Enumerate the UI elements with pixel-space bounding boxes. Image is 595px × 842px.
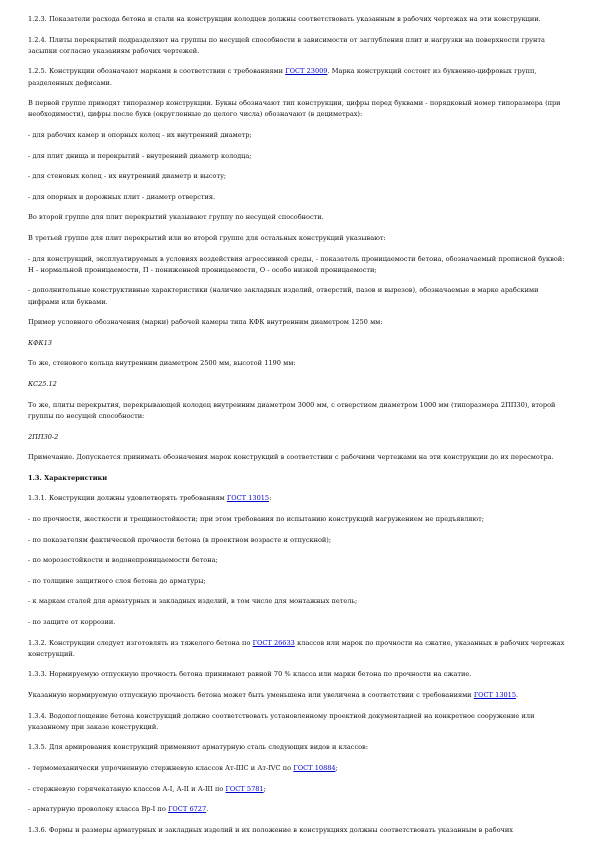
list-item-additional-characteristics: - дополнительные конструктивные характеристики (наличие закладных изделий, отверстий, пазов и вырезов), обозначаемые в марке арабскими цифрами или буквами.: [28, 286, 539, 306]
paragraph-text: .: [206, 805, 209, 814]
paragraph-text: - стержневую горячекатаную классов А-I, А-II и А-III по: [28, 784, 226, 793]
list-item-strength: - по прочности, жесткости и трещиностойкости; при этом требования по испытанию конструкций нагружением не предъявляют;: [28, 514, 484, 523]
list-item-hot-rolled: [28, 784, 570, 795]
paragraph-1-3-4: 1.3.4. Водопоглощение бетона конструкций должно соответствовать установленному проектной документацией на конкретное сооружение или указанному при заказе конструкций.: [28, 711, 535, 731]
list-item-concrete-strength: - по показателям фактической прочности бетона (в проектном возрасте и отпускной);: [28, 535, 332, 544]
paragraph-release-strength: [28, 690, 570, 701]
paragraph-1-3-3: 1.3.3. Нормируемую отпускную прочность бетона принимают равной 70 % класса или марки бетона по прочности на сжатие.: [28, 670, 472, 679]
paragraph-1-3-2: [28, 638, 570, 660]
paragraph-text: . Марка конструкций состоит из буквенно-цифровых групп, разделенных дефисами.: [28, 67, 537, 87]
paragraph-text: 1.3.2. Конструкции следует изготовлять из тяжелого бетона по: [28, 638, 253, 647]
list-item-working-chambers: - для рабочих камер и опорных колец - их внутренний диаметр;: [28, 131, 252, 140]
section-heading-1-3: 1.3. Характеристики: [28, 473, 108, 482]
gost-5781-link[interactable]: ГОСТ 5781: [225, 784, 264, 793]
paragraph-second-group: Во второй группе для плит перекрытий указывают группу по несущей способности.: [28, 213, 324, 222]
paragraph-text: ;: [335, 763, 338, 772]
list-item-thermomechanical: [28, 763, 570, 774]
gost-23009-link[interactable]: ГОСТ 23009: [285, 67, 328, 76]
paragraph-1-2-4: 1.2.4. Плиты перекрытий подразделяют на группы по несущей способности в зависимости от заглубления плит и нагрузки на поверхности грунта засыпки согласно указаниям рабочих чертежей.: [28, 35, 545, 55]
paragraph-text: - арматурную проволоку класса Вр-I по: [28, 805, 169, 814]
paragraph-text: классов или марок по прочности на сжатие, указанных в рабочих чертежах конструкций.: [28, 638, 565, 658]
paragraph-text: :: [269, 494, 272, 503]
paragraph-text: .: [516, 690, 519, 699]
paragraph-1-3-5: 1.3.5. Для армирования конструкций применяют арматурную сталь следующих видов и классов:: [28, 743, 368, 752]
paragraph-1-3-1: [28, 493, 570, 504]
paragraph-example-ks: То же, стенового кольца внутренним диаметром 2500 мм, высотой 1190 мм:: [28, 359, 296, 368]
list-item-protective-layer: - по толщине защитного слоя бетона до арматуры;: [28, 576, 206, 585]
paragraph-1-3-6: [28, 825, 570, 836]
list-item-aggressive-environment: - для конструкций, эксплуатируемых в условиях воздействия агрессивной среды, - показатель проницаемости бетона, обозначаемый прописной буквой: Н - нормальной проницаемости, П - пониженной проницаемости, О - особо низкой проницаемости;: [28, 254, 565, 274]
gost-26633-link[interactable]: ГОСТ 26633: [252, 638, 295, 647]
list-item-corrosion: - по защите от коррозии.: [28, 617, 116, 626]
list-item-bottom-plates: - для плит днища и перекрытий - внутренний диаметр колодца;: [28, 151, 252, 160]
mark-example-2pp30: 2ПП30-2: [28, 432, 59, 441]
list-item-wire: [28, 804, 570, 815]
note-paragraph: Примечание. Допускается принимать обозначения марок конструкций в соответствии с рабочими чертежами на эти конструкции до их пересмотра.: [28, 453, 554, 462]
paragraph-text: ;: [263, 784, 266, 793]
paragraph-text: Указанную нормируемую отпускную прочность бетона может быть уменьшена или увеличена в соответствии с требованиями: [28, 690, 474, 699]
paragraph-example-pp: То же, плиты перекрытия, перекрывающей колодец внутренним диаметром 3000 мм, с отверстием диаметром 1000 мм (типоразмера 2ПП30), второй группы по несущей способности:: [28, 400, 556, 420]
paragraph-text: 1.3.1. Конструкции должны удовлетворять требованиям: [28, 494, 227, 503]
list-item-support-plates: - для опорных и дорожных плит - диаметр отверстия.: [28, 192, 216, 201]
paragraph-third-group: В третьей группе для плит перекрытий или во второй группе для остальных конструкций указывают:: [28, 234, 386, 243]
list-item-steel-grades: - к маркам сталей для арматурных и закладных изделий, в том числе для монтажных петель;: [28, 597, 358, 606]
paragraph-example-kfk: Пример условного обозначения (марки) рабочей камеры типа КФК внутренним диаметром 1250 мм:: [28, 318, 383, 327]
paragraph-text: - термомеханически упрочненную стержневую классов Ат-IIIС и Ат-IVС по: [28, 763, 294, 772]
paragraph-text: 1.3.6. Формы и размеры арматурных и закладных изделий и их положение в конструкциях должны соответствовать указанным в рабочих: [28, 825, 513, 834]
paragraph-1-2-5: [28, 66, 570, 88]
gost-13015-link[interactable]: ГОСТ 13015: [226, 494, 270, 503]
paragraph-first-group: В первой группе приводят типоразмер конструкции. Буквы обозначают тип конструкции, цифры перед буквами - порядковый номер типоразмера (при необходимости), цифры после букв (округленные до целого числа) обозначают (в дециметрах):: [28, 99, 561, 119]
paragraph-text: 1.2.5. Конструкции обозначают марками в соответствии с требованиями: [28, 67, 286, 76]
mark-example-kfk13: КФК13: [28, 338, 52, 347]
list-item-frost-resistance: - по морозостойкости и водонепроницаемости бетона;: [28, 556, 218, 565]
gost-6727-link[interactable]: ГОСТ 6727: [168, 805, 207, 814]
gost-13015-link-2[interactable]: ГОСТ 13015: [473, 690, 516, 699]
mark-example-ks25: КС25.12: [28, 380, 57, 389]
gost-10884-link[interactable]: ГОСТ 10884: [293, 763, 336, 772]
paragraph-1-2-3: 1.2.3. Показатели расхода бетона и стали на конструкции колодцев должны соответствовать указанным в рабочих чертежах на эти конструкции.: [28, 15, 541, 23]
list-item-wall-rings: - для стеновых колец - их внутренний диаметр и высоту;: [28, 172, 227, 181]
